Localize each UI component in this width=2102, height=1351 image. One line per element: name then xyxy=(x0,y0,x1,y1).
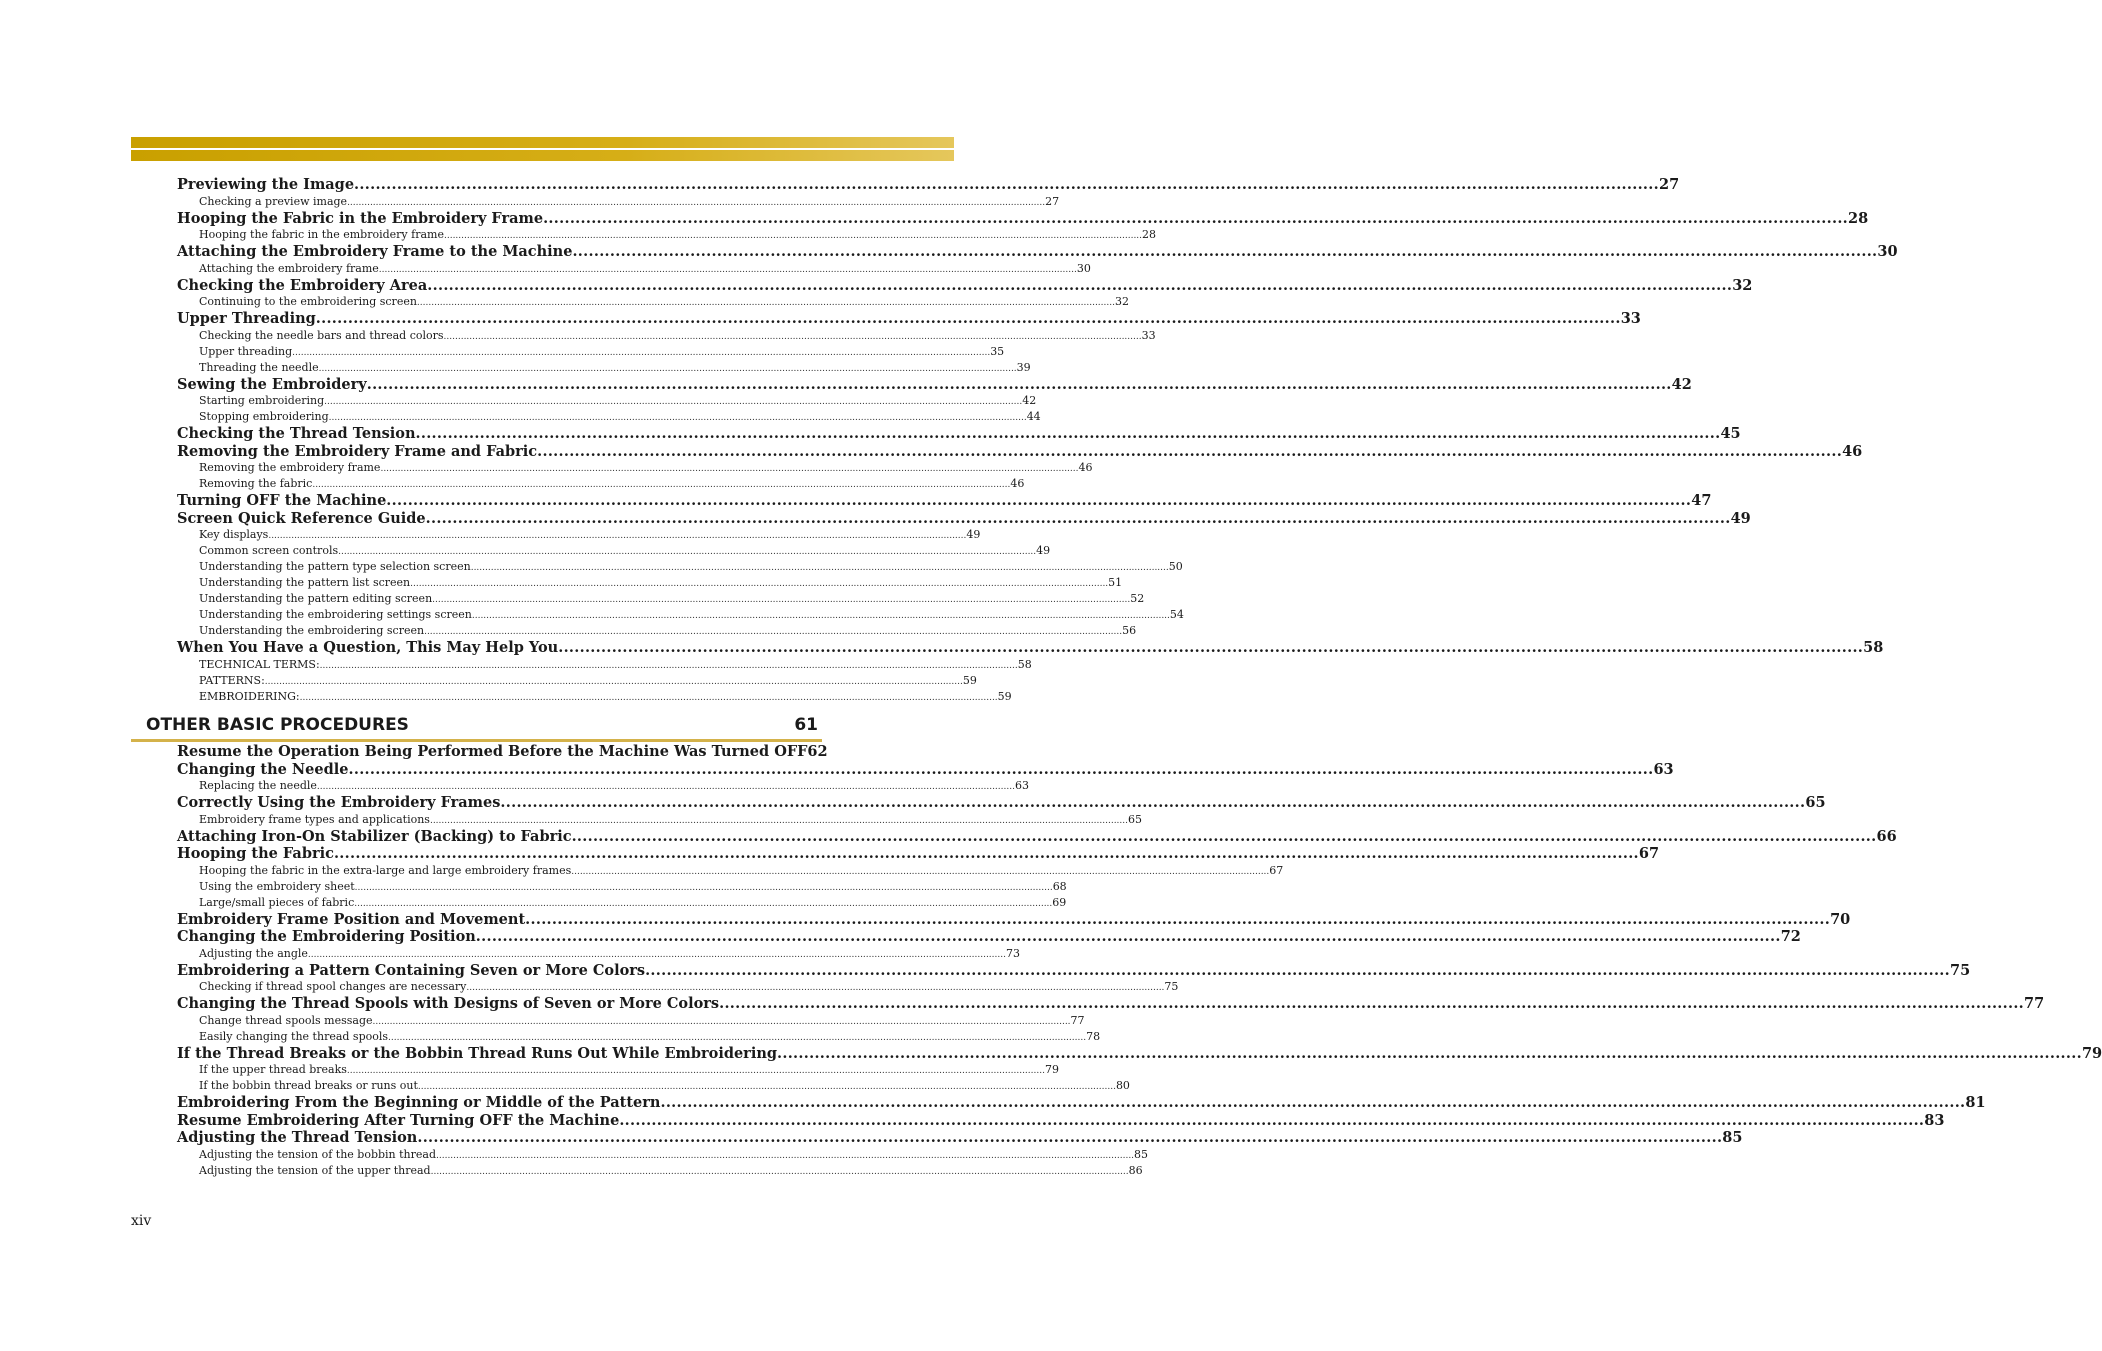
toc-entry-page: 27 xyxy=(1658,176,1680,193)
toc-entry-page: 80 xyxy=(1115,1079,1130,1092)
toc-subentry[interactable] xyxy=(177,476,1025,492)
toc-entry-title: Hooping the Fabric in the Embroidery Frame xyxy=(177,209,544,227)
toc-entry-page: 46 xyxy=(1842,442,1863,460)
toc-entry-page: 28 xyxy=(1142,228,1157,241)
toc-entry-title: Changing the Thread Spools with Designs of Seven or More Colors xyxy=(177,995,720,1012)
toc-leader-dots xyxy=(471,560,1169,576)
toc-entry-title: Attaching Iron-On Stabilizer (Backing) to Fabric xyxy=(177,827,572,845)
toc-entry-page: 75 xyxy=(1950,961,1971,979)
toc-entry-page: 47 xyxy=(1691,492,1712,509)
toc-subentry[interactable] xyxy=(177,1029,1101,1045)
toc-entry-title: Upper Threading xyxy=(177,310,316,327)
toc-entry-title: Screen Quick Reference Guide xyxy=(177,509,426,527)
toc-entry-page: 49 xyxy=(1730,509,1751,527)
toc-entry-title: Hooping the Fabric xyxy=(177,845,334,862)
toc-subentry[interactable] xyxy=(177,689,1012,705)
toc-entry-page: 42 xyxy=(1671,375,1692,393)
toc-entry-title: Changing the Embroidering Position xyxy=(177,928,476,945)
toc-subentry[interactable] xyxy=(177,328,1156,344)
toc-subentry[interactable] xyxy=(177,657,1032,673)
toc-leader-dots xyxy=(500,794,1805,812)
toc-leader-dots xyxy=(417,295,1115,311)
toc-leader-dots xyxy=(367,376,1672,394)
toc-entry-page: 59 xyxy=(997,689,1012,703)
toc-entry-title: Understanding the embroidering screen xyxy=(199,624,425,637)
toc-entry-page: 73 xyxy=(1005,946,1020,960)
toc-entry-title: Replacing the needle xyxy=(199,779,317,792)
toc-entry-title: Sewing the Embroidery xyxy=(177,375,367,393)
toc-entry-title: Checking if thread spool changes are necessary xyxy=(199,980,467,993)
toc-entry-page: 69 xyxy=(1052,895,1067,909)
toc-entry-title: Embroidering a Pattern Containing Seven or More Colors xyxy=(177,961,646,979)
toc-entry-title: Checking a preview image xyxy=(199,194,348,208)
toc-subentry[interactable] xyxy=(177,673,977,689)
toc-entry-page: 46 xyxy=(1010,477,1025,490)
toc-leader-dots xyxy=(265,674,963,690)
toc-leader-dots xyxy=(543,210,1848,228)
toc-leader-dots xyxy=(525,911,1830,929)
toc-entry-title: Adjusting the Thread Tension xyxy=(177,1129,418,1146)
toc-entry-page: 35 xyxy=(990,344,1005,358)
toc-subentry[interactable] xyxy=(177,393,1037,409)
toc-leader-dots xyxy=(444,228,1142,244)
table-of-contents-part-2 xyxy=(177,743,2102,1179)
toc-leader-dots xyxy=(319,361,1017,377)
toc-entry[interactable] xyxy=(177,1129,1743,1147)
toc-entry-title: Large/small pieces of fabric xyxy=(199,895,355,909)
toc-entry-page: 85 xyxy=(1722,1129,1743,1146)
toc-leader-dots xyxy=(355,880,1053,896)
toc-leader-dots xyxy=(334,845,1639,863)
toc-entry-page: 77 xyxy=(2024,995,2045,1012)
toc-entry[interactable] xyxy=(177,442,1863,461)
toc-entry-title: Key displays xyxy=(199,528,269,541)
toc-entry-title: If the upper thread breaks xyxy=(199,1063,347,1076)
toc-entry-title: Resume Embroidering After Turning OFF the Machine xyxy=(177,1111,620,1129)
toc-subentry[interactable] xyxy=(177,460,1093,476)
toc-subentry[interactable] xyxy=(177,946,1020,962)
toc-subentry[interactable] xyxy=(177,1013,1085,1029)
toc-entry-title: Removing the Embroidery Frame and Fabric xyxy=(177,442,538,460)
toc-subentry[interactable] xyxy=(177,623,1137,639)
toc-entry-title: TECHNICAL TERMS: xyxy=(199,657,320,671)
toc-entry[interactable] xyxy=(177,760,1674,779)
toc-entry-title: Embroidering From the Beginning or Middle of the Pattern xyxy=(177,1094,661,1111)
toc-entry-page: 56 xyxy=(1122,624,1137,637)
toc-entry-page: 33 xyxy=(1620,310,1641,327)
toc-leader-dots xyxy=(379,262,1077,278)
toc-entry[interactable] xyxy=(177,1094,1986,1112)
toc-subentry[interactable] xyxy=(177,1078,1130,1094)
toc-leader-dots xyxy=(388,1030,1086,1046)
toc-subentry[interactable] xyxy=(177,261,1091,277)
toc-entry-page: 49 xyxy=(966,528,981,541)
toc-entry-page: 33 xyxy=(1141,328,1156,342)
toc-entry[interactable] xyxy=(177,310,1641,328)
toc-leader-dots xyxy=(476,928,1781,946)
toc-subentry[interactable] xyxy=(177,895,1067,911)
toc-subentry[interactable] xyxy=(177,863,1284,879)
toc-leader-dots xyxy=(537,443,1842,461)
toc-entry-page: 75 xyxy=(1164,980,1179,993)
toc-entry-title: Adjusting the angle xyxy=(199,946,308,960)
toc-leader-dots xyxy=(324,394,1022,410)
header-gold-bar-bottom xyxy=(131,150,954,161)
header-gold-bar-top xyxy=(131,137,954,148)
section-heading xyxy=(146,713,818,737)
toc-entry-page: 52 xyxy=(1130,592,1145,605)
toc-entry-title: Understanding the pattern type selection screen xyxy=(199,560,471,573)
toc-entry[interactable] xyxy=(177,827,1897,846)
toc-entry-title: Removing the embroidery frame xyxy=(199,461,381,474)
toc-leader-dots xyxy=(444,329,1142,345)
toc-leader-dots xyxy=(436,1148,1134,1164)
toc-entry-title: Previewing the Image xyxy=(177,176,355,193)
toc-entry-page: 70 xyxy=(1830,910,1851,928)
toc-leader-dots xyxy=(320,658,1018,674)
toc-leader-dots xyxy=(354,896,1052,912)
toc-entry-title: If the Thread Breaks or the Bobbin Thread Runs Out While Embroidering xyxy=(177,1044,778,1062)
toc-entry[interactable] xyxy=(177,845,1660,863)
toc-entry-page: 66 xyxy=(1876,827,1897,845)
toc-subentry[interactable] xyxy=(177,194,1060,210)
table-of-contents-part-1 xyxy=(177,176,1898,705)
toc-leader-dots xyxy=(349,761,1654,779)
toc-entry-title: Understanding the pattern editing screen xyxy=(199,592,433,605)
toc-leader-dots xyxy=(466,980,1164,996)
toc-entry-page: 85 xyxy=(1134,1147,1149,1161)
toc-leader-dots xyxy=(312,477,1010,493)
toc-leader-dots xyxy=(338,544,1036,560)
toc-leader-dots xyxy=(300,690,998,706)
toc-entry-title: Correctly Using the Embroidery Frames xyxy=(177,794,501,811)
toc-leader-dots xyxy=(329,410,1027,426)
toc-entry-title: EMBROIDERING: xyxy=(199,689,300,703)
section-page: 61 xyxy=(794,715,818,735)
toc-entry-page: 58 xyxy=(1863,639,1884,656)
toc-entry[interactable] xyxy=(177,276,1753,295)
toc-entry-page: 68 xyxy=(1052,879,1067,893)
toc-subentry[interactable] xyxy=(177,360,1031,376)
toc-leader-dots xyxy=(268,528,966,544)
toc-entry-page: 67 xyxy=(1638,845,1660,862)
toc-entry-page: 44 xyxy=(1026,410,1041,423)
toc-leader-dots xyxy=(410,576,1108,592)
section-rule xyxy=(131,739,822,742)
toc-entry-title: Hooping the fabric in the embroidery frame xyxy=(199,228,444,241)
toc-entry-page: 63 xyxy=(1653,760,1674,778)
toc-leader-dots xyxy=(472,608,1170,624)
toc-entry-title: When You Have a Question, This May Help You xyxy=(177,639,559,656)
toc-leader-dots xyxy=(292,345,990,361)
toc-entry-title: Using the embroidery sheet xyxy=(199,879,355,893)
toc-entry-title: Turning OFF the Machine xyxy=(177,492,387,509)
toc-leader-dots xyxy=(719,995,2024,1013)
toc-entry-title: Change thread spools message xyxy=(199,1013,373,1027)
toc-leader-dots xyxy=(354,176,1659,194)
toc-leader-dots xyxy=(416,425,1721,443)
toc-entry-title: PATTERNS: xyxy=(199,673,265,687)
toc-entry-page: 65 xyxy=(1128,812,1142,826)
toc-entry-page: 42 xyxy=(1022,394,1037,407)
toc-leader-dots xyxy=(660,1094,1965,1112)
toc-entry[interactable] xyxy=(177,794,1826,812)
toc-entry-page: 58 xyxy=(1017,657,1032,671)
toc-leader-dots xyxy=(431,1164,1129,1180)
section-title: OTHER BASIC PROCEDURES xyxy=(146,715,409,735)
toc-leader-dots xyxy=(558,639,1863,657)
toc-subentry[interactable] xyxy=(177,227,1157,243)
toc-entry-page: 83 xyxy=(1924,1111,1945,1129)
toc-subentry[interactable] xyxy=(177,409,1041,425)
toc-entry[interactable] xyxy=(177,209,1869,228)
toc-entry-title: Attaching the Embroidery Frame to the Machine xyxy=(177,243,573,260)
toc-leader-dots xyxy=(308,947,1006,963)
toc-entry-title: Checking the Embroidery Area xyxy=(177,276,428,294)
toc-entry[interactable] xyxy=(177,995,2045,1013)
toc-entry-page: 77 xyxy=(1070,1013,1085,1027)
toc-leader-dots xyxy=(571,864,1269,880)
toc-leader-dots xyxy=(347,195,1045,211)
toc-leader-dots xyxy=(316,310,1621,328)
toc-entry-page: 45 xyxy=(1720,425,1741,442)
toc-leader-dots xyxy=(380,461,1078,477)
toc-entry-title: Starting embroidering xyxy=(199,394,325,407)
toc-subentry[interactable] xyxy=(177,879,1067,895)
toc-entry-title: If the bobbin thread breaks or runs out xyxy=(199,1079,418,1092)
toc-entry[interactable] xyxy=(177,961,1971,980)
toc-entry[interactable] xyxy=(177,1111,1945,1130)
toc-entry-page: 65 xyxy=(1805,794,1826,811)
toc-entry-page: 78 xyxy=(1086,1029,1101,1043)
page-number: xiv xyxy=(131,1213,152,1229)
toc-entry-title: Removing the fabric xyxy=(199,477,313,490)
toc-entry-page: 67 xyxy=(1269,863,1284,877)
toc-entry-page: 86 xyxy=(1128,1163,1143,1177)
toc-entry-page: 51 xyxy=(1108,576,1123,589)
toc-entry-title: Common screen controls xyxy=(199,544,339,557)
toc-entry-title: Stopping embroidering xyxy=(199,410,329,423)
toc-subentry[interactable] xyxy=(177,778,1029,794)
toc-entry-page: 63 xyxy=(1014,779,1029,792)
toc-entry-page: 50 xyxy=(1168,560,1183,573)
toc-entry-page: 46 xyxy=(1078,461,1093,474)
toc-leader-dots xyxy=(619,1112,1924,1130)
toc-subentry[interactable] xyxy=(177,575,1123,591)
toc-leader-dots xyxy=(645,962,1950,980)
toc-entry[interactable] xyxy=(177,375,1692,394)
toc-entry-title: Embroidery frame types and applications xyxy=(199,812,430,826)
toc-entry-page: 49 xyxy=(1036,544,1051,557)
toc-entry[interactable] xyxy=(177,509,1751,528)
toc-entry[interactable] xyxy=(177,425,1741,443)
toc-entry[interactable] xyxy=(177,910,1851,929)
toc-subentry[interactable] xyxy=(177,1147,1149,1163)
toc-entry-title: Threading the needle xyxy=(199,360,319,374)
toc-leader-dots xyxy=(426,510,1731,528)
toc-entry-title: Adjusting the tension of the bobbin thread xyxy=(199,1147,436,1161)
toc-subentry[interactable] xyxy=(177,607,1184,623)
toc-subentry[interactable] xyxy=(177,979,1179,995)
toc-leader-dots xyxy=(386,492,1691,510)
toc-entry-title: Embroidery Frame Position and Movement xyxy=(177,910,526,928)
toc-subentry[interactable] xyxy=(177,1062,1059,1078)
toc-leader-dots xyxy=(418,1079,1116,1095)
toc-entry-title: Hooping the fabric in the extra-large and large embroidery frames xyxy=(199,863,572,877)
toc-entry-page: 30 xyxy=(1076,261,1091,275)
toc-entry-page: 32 xyxy=(1114,295,1129,308)
toc-entry-page: 79 xyxy=(2081,1044,2102,1062)
toc-entry-title: Checking the needle bars and thread colors xyxy=(199,328,444,342)
toc-leader-dots xyxy=(347,1063,1045,1079)
toc-subentry[interactable] xyxy=(177,1163,1143,1179)
toc-subentry[interactable] xyxy=(177,812,1142,828)
toc-entry-page: 30 xyxy=(1877,243,1898,260)
toc-subentry[interactable] xyxy=(177,543,1051,559)
toc-entry-page: 62 xyxy=(807,743,828,760)
toc-leader-dots xyxy=(777,1045,2082,1063)
toc-entry-title: Understanding the pattern list screen xyxy=(199,576,411,589)
toc-leader-dots xyxy=(317,779,1015,795)
toc-subentry[interactable] xyxy=(177,527,981,543)
toc-entry-title: Continuing to the embroidering screen xyxy=(199,295,417,308)
toc-leader-dots xyxy=(417,1129,1722,1147)
toc-entry[interactable] xyxy=(177,492,1712,510)
toc-leader-dots xyxy=(572,828,1877,846)
toc-entry-page: 28 xyxy=(1848,209,1869,227)
toc-leader-dots xyxy=(424,624,1122,640)
toc-leader-dots xyxy=(373,1014,1071,1030)
toc-entry[interactable] xyxy=(177,743,828,761)
toc-entry[interactable] xyxy=(177,928,1801,946)
toc-subentry[interactable] xyxy=(177,344,1005,360)
toc-entry-title: Easily changing the thread spools xyxy=(199,1029,389,1043)
toc-entry-title: Changing the Needle xyxy=(177,760,349,778)
toc-entry-page: 39 xyxy=(1016,360,1031,374)
toc-entry-page: 72 xyxy=(1780,928,1801,945)
toc-entry-page: 32 xyxy=(1732,276,1753,294)
toc-leader-dots xyxy=(427,277,1732,295)
toc-subentry[interactable] xyxy=(177,591,1145,607)
toc-entry-page: 59 xyxy=(962,673,977,687)
toc-entry-page: 54 xyxy=(1169,608,1184,621)
toc-entry-title: Attaching the embroidery frame xyxy=(199,261,379,275)
toc-entry-title: Upper threading xyxy=(199,344,293,358)
toc-entry[interactable] xyxy=(177,176,1680,194)
toc-entry-page: 27 xyxy=(1045,194,1060,208)
toc-entry-page: 81 xyxy=(1965,1094,1986,1111)
toc-entry-title: Understanding the embroidering settings screen xyxy=(199,608,472,621)
toc-entry-page: 79 xyxy=(1044,1063,1059,1076)
toc-leader-dots xyxy=(572,243,1877,261)
toc-entry[interactable] xyxy=(177,1044,2102,1063)
toc-entry-title: Resume the Operation Being Performed Before the Machine Was Turned OFF xyxy=(177,743,808,760)
toc-leader-dots xyxy=(430,813,1128,829)
toc-entry-title: Adjusting the tension of the upper thread xyxy=(199,1163,431,1177)
toc-entry[interactable] xyxy=(177,639,1884,657)
toc-leader-dots xyxy=(432,592,1130,608)
toc-subentry[interactable] xyxy=(177,559,1183,575)
toc-subentry[interactable] xyxy=(177,294,1129,310)
toc-entry-title: Checking the Thread Tension xyxy=(177,425,416,442)
toc-entry[interactable] xyxy=(177,243,1898,261)
